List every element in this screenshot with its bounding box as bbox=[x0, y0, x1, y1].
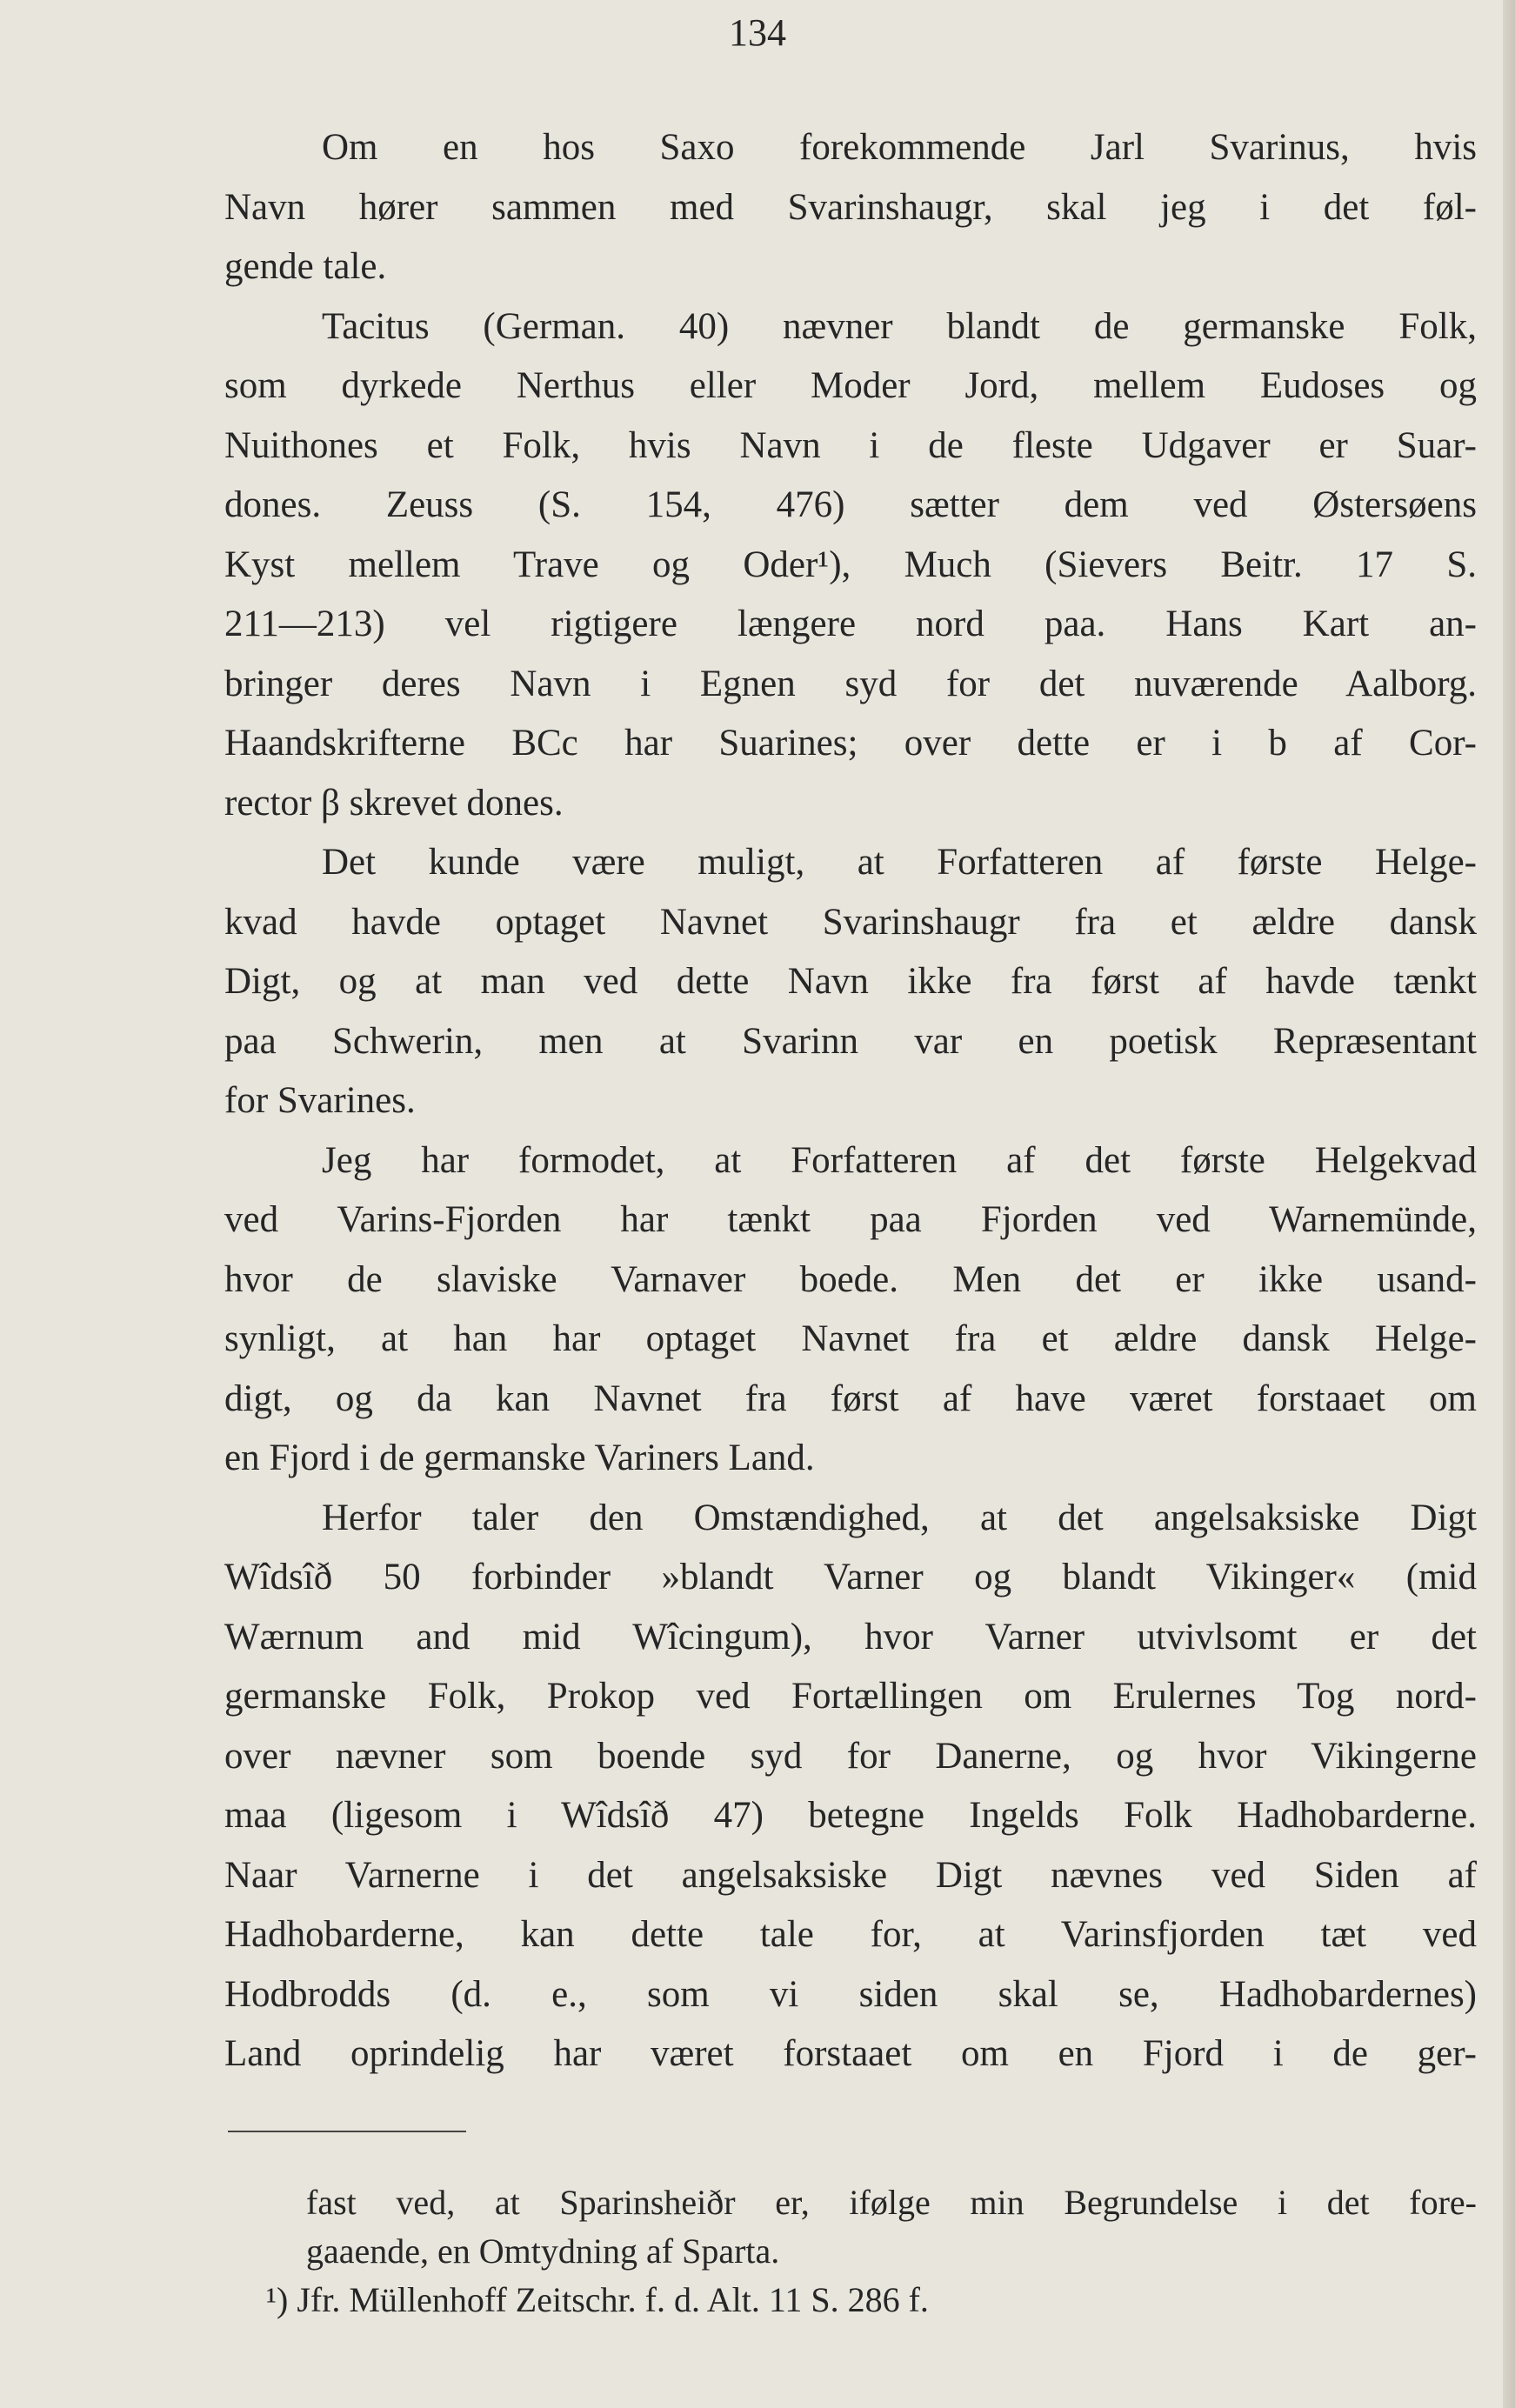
text-line: bringer deres Navn i Egnen syd for det nuværende Aalborg. bbox=[224, 663, 1477, 704]
text-line: Digt, og at man ved dette Navn ikke fra først af havde tænkt bbox=[224, 961, 1477, 1002]
page-number: 134 bbox=[729, 11, 786, 54]
text-line: som dyrkede Nerthus eller Moder Jord, mellem Eudoses og bbox=[224, 365, 1477, 406]
text-line: Haandskrifterne BCc har Suarines; over dette er i b af Cor- bbox=[224, 723, 1477, 764]
text-line: ved Varins-Fjorden har tænkt paa Fjorden ved Warnemünde, bbox=[224, 1199, 1477, 1240]
text-line: Hodbrodds (d. e., som vi siden skal se, Hadhobardernes) bbox=[224, 1973, 1477, 2015]
text-line: over nævner som boende syd for Danerne, og hvor Vikingerne bbox=[224, 1735, 1477, 1777]
text-line: gende tale. bbox=[224, 246, 387, 287]
footnote-separator bbox=[228, 2131, 466, 2132]
footnote-line: fast ved, at Sparinsheiðr er, ifølge min Begrundelse i det fore- bbox=[306, 2183, 1477, 2222]
text-line: Wærnum and mid Wîcingum), hvor Varner utvivlsomt er det bbox=[224, 1616, 1477, 1658]
body-text bbox=[224, 118, 1477, 2084]
text-line: hvor de slaviske Varnaver boede. Men det er ikke usand- bbox=[224, 1258, 1477, 1300]
text-line: kvad havde optaget Navnet Svarinshaugr fra et ældre dansk bbox=[224, 901, 1477, 943]
text-line: en Fjord i de germanske Variners Land. bbox=[224, 1437, 815, 1478]
text-line: synligt, at han har optaget Navnet fra et ældre dansk Helge- bbox=[224, 1318, 1477, 1359]
footnote-line: ¹) Jfr. Müllenhoff Zeitschr. f. d. Alt. 11 S. 286 f. bbox=[266, 2280, 929, 2319]
text-line: Tacitus (German. 40) nævner blandt de germanske Folk, bbox=[322, 305, 1477, 347]
text-line: Nuithones et Folk, hvis Navn i de fleste Udgaver er Suar- bbox=[224, 424, 1477, 466]
footnotes bbox=[266, 2178, 1477, 2325]
text-line: Det kunde være muligt, at Forfatteren af første Helge- bbox=[322, 842, 1477, 883]
text-line: dones. Zeuss (S. 154, 476) sætter dem ved Østersøens bbox=[224, 484, 1477, 525]
text-line: Jeg har formodet, at Forfatteren af det første Helgekvad bbox=[322, 1139, 1477, 1181]
text-line: Naar Varnerne i det angelsaksiske Digt nævnes ved Siden af bbox=[224, 1854, 1477, 1896]
text-line: Om en hos Saxo forekommende Jarl Svarinus, hvis bbox=[322, 127, 1477, 168]
text-line: Herfor taler den Omstændighed, at det angelsaksiske Digt bbox=[322, 1497, 1477, 1538]
text-line: Wîdsîð 50 forbinder »blandt Varner og blandt Vikinger« (mid bbox=[224, 1557, 1477, 1598]
text-line: 211—213) vel rigtigere længere nord paa. Hans Kart an- bbox=[224, 604, 1477, 644]
footnote-line: gaaende, en Omtydning af Sparta. bbox=[306, 2231, 780, 2271]
text-line: Navn hører sammen med Svarinshaugr, skal jeg i det føl- bbox=[224, 186, 1477, 228]
text-line: paa Schwerin, men at Svarinn var en poetisk Repræsentant bbox=[224, 1020, 1477, 1062]
text-line: germanske Folk, Prokop ved Fortællingen om Erulernes Tog nord- bbox=[224, 1676, 1477, 1717]
text-line: for Svarines. bbox=[224, 1080, 416, 1121]
text-line: Kyst mellem Trave og Oder¹), Much (Sievers Beitr. 17 S. bbox=[224, 544, 1477, 585]
text-line: digt, og da kan Navnet fra først af have været forstaaet om bbox=[224, 1377, 1477, 1419]
page-edge bbox=[1503, 0, 1515, 2408]
text-line: Land oprindelig har været forstaaet om en Fjord i de ger- bbox=[224, 2033, 1477, 2074]
text-line: Hadhobarderne, kan dette tale for, at Varinsfjorden tæt ved bbox=[224, 1914, 1477, 1955]
text-line: maa (ligesom i Wîdsîð 47) betegne Ingelds Folk Hadhobarderne. bbox=[224, 1795, 1477, 1836]
text-line: rector β skrevet dones. bbox=[224, 782, 564, 824]
